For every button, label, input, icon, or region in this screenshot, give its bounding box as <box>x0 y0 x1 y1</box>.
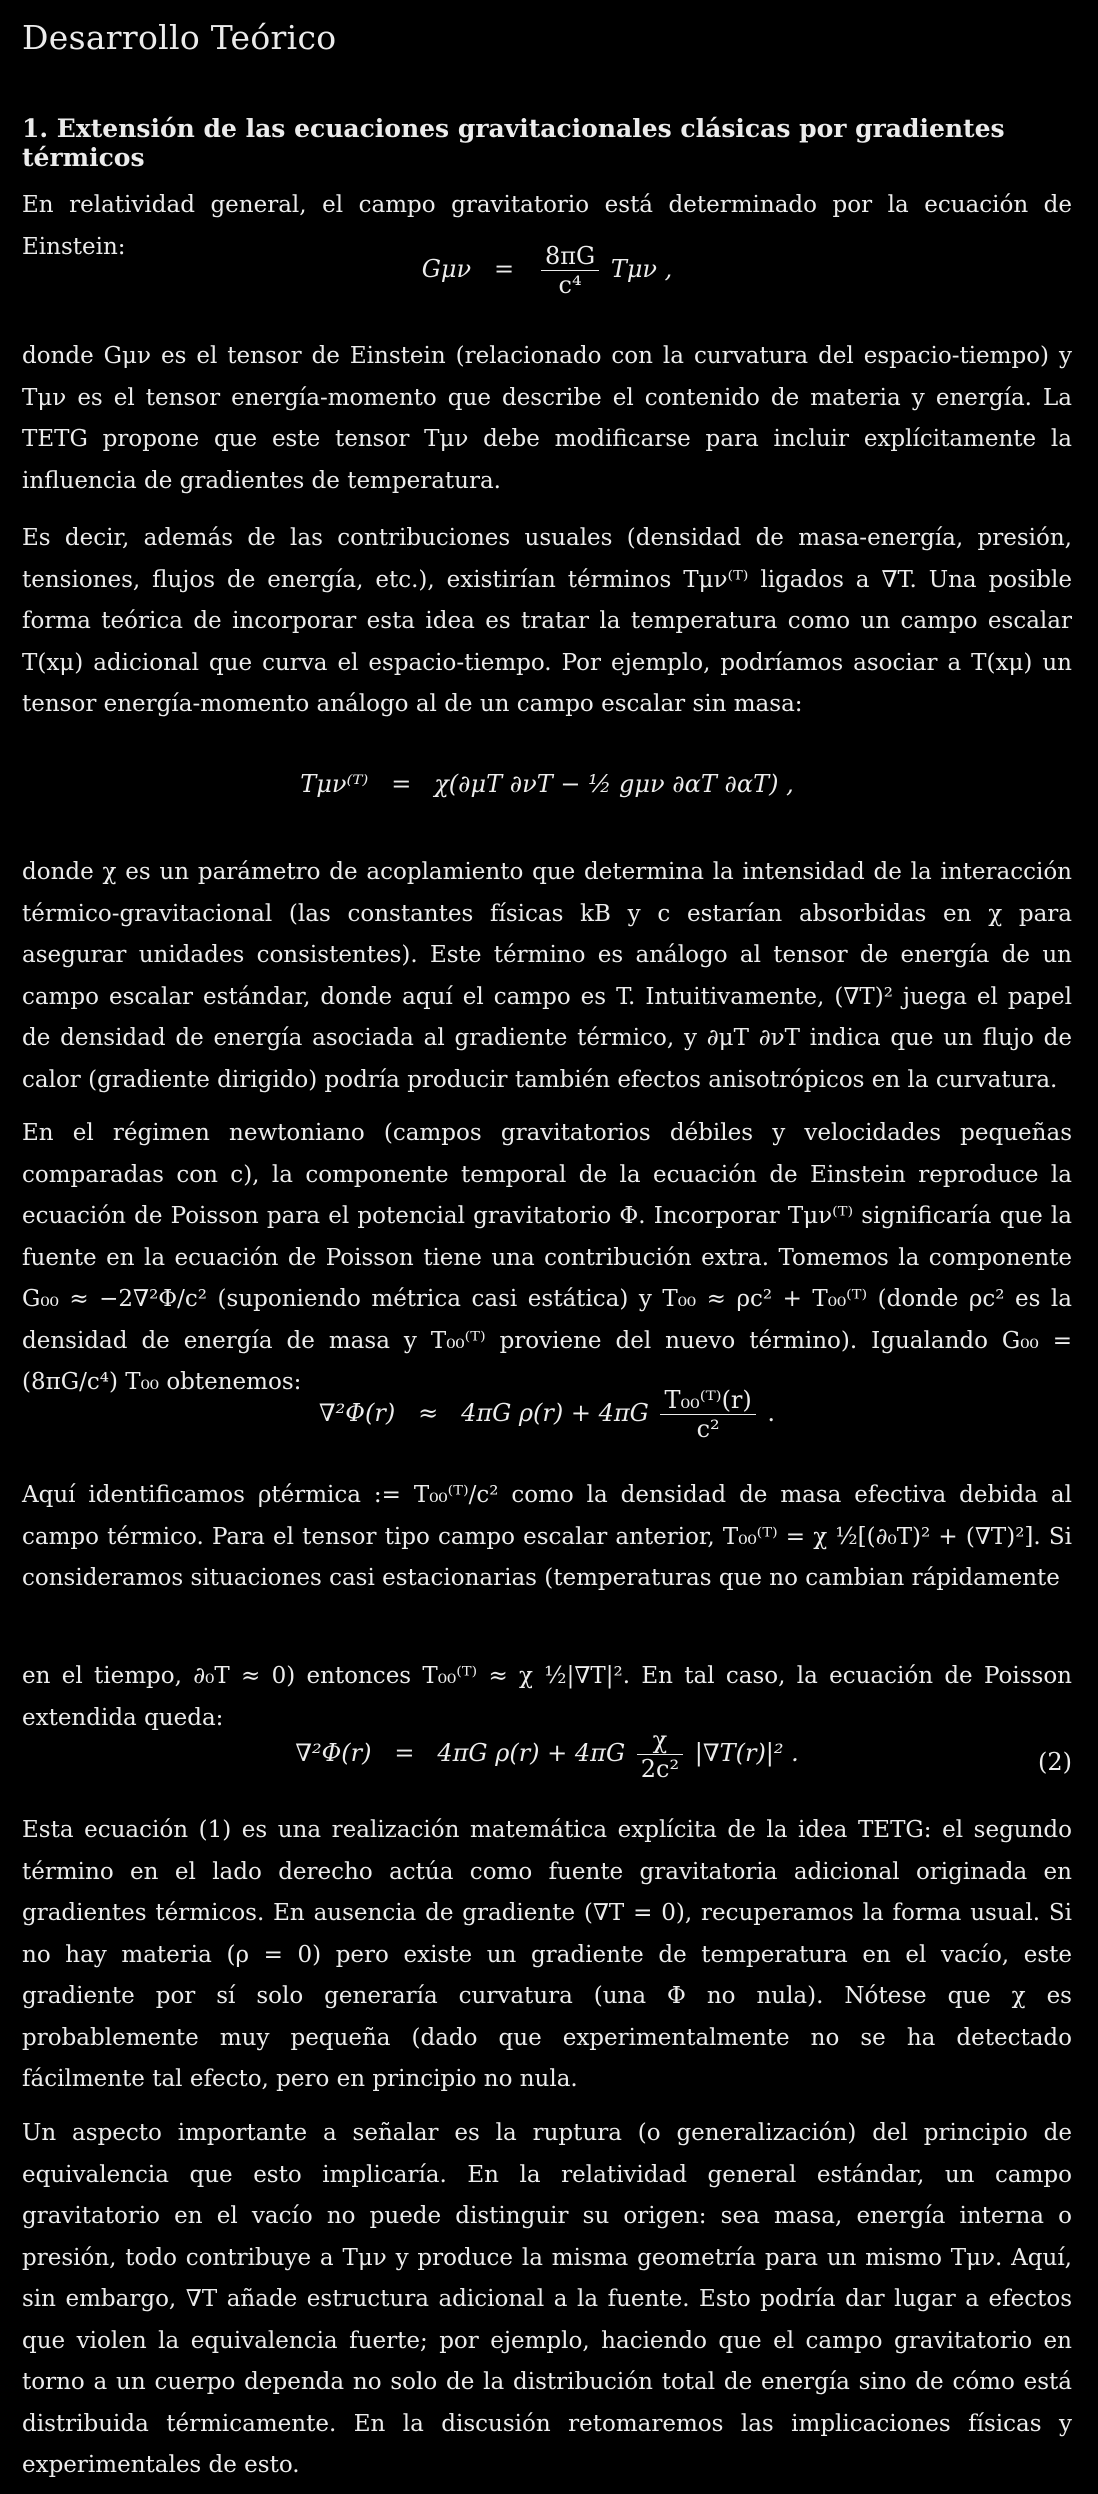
eq-equals: = <box>493 255 515 283</box>
equation-thermal-tensor <box>22 770 1072 798</box>
equation-number: (2) <box>1038 1748 1072 1776</box>
eq-numerator: χ <box>637 1726 683 1755</box>
eq-rhs: Tμν , <box>610 255 673 283</box>
page-title: Desarrollo Teórico <box>22 18 337 57</box>
paragraph-effective-density: Aquí identificamos ρtérmica := T₀₀⁽ᵀ⁾/c² como la densidad de masa efectiva debida al campo térmico. Para el tensor tipo campo escalar anterior, T₀₀⁽ᵀ⁾ = χ ½[(∂₀T)² + (∇T)²]. Si consideramos situaciones casi estacionarias (temperaturas que no cambian rápidamente <box>22 1482 1072 1591</box>
paragraph-newtonian: En el régimen newtoniano (campos gravitatorios débiles y velocidades pequeñas comparadas con c), la componente temporal de la ecuación de Einstein reproduce la ecuación de Poisson para el potencial gravitatorio Φ. Incorporar Tμν⁽ᵀ⁾ significaría que la fuente en la ecuación de Poisson tiene una contribución extra. Tomemos la componente G₀₀ ≈ −2∇²Φ/c² (suponiendo métrica casi estática) y T₀₀ ≈ ρc² + T₀₀⁽ᵀ⁾ (donde ρc² es la densidad de energía de masa y T₀₀⁽ᵀ⁾ proviene del nuevo término). Igualando G₀₀ = (8πG/c⁴) T₀₀ obtenemos: <box>22 1120 1072 1395</box>
eq-equals: = <box>394 1739 415 1767</box>
equation-poisson-1 <box>22 1386 1072 1443</box>
eq-denominator: c⁴ <box>558 271 582 299</box>
equation-poisson-2 <box>22 1726 1072 1783</box>
eq-term: 4πG ρ(r) + 4πG <box>437 1739 626 1767</box>
eq-approx: ≈ <box>418 1399 439 1427</box>
equation-einstein <box>22 242 1072 299</box>
paragraph-intro: En relatividad general, el campo gravitatorio está determinado por la ecuación de Einstein: <box>22 192 1072 260</box>
eq-fraction <box>637 1726 683 1783</box>
eq-term: 4πG ρ(r) + 4πG <box>461 1399 649 1427</box>
eq-equals: = <box>391 770 412 798</box>
paragraph-equivalence-principle: Un aspecto importante a señalar es la ruptura (o generalización) del principio de equivalencia que esto implicaría. En la relatividad general estándar, un campo gravitatorio en el vacío no puede distinguir su origen: sea masa, energía interna o presión, todo contribuye a Tμν y produce la misma geometría para un mismo Tμν. Aquí, sin embargo, ∇T añade estructura adicional a la fuente. Esto podría dar lugar a efectos que violen la equivalencia fuerte; por ejemplo, haciendo que el campo gravitatorio en torno a un cuerpo dependa no solo de la distribución total de energía sino de cómo está distribuida térmicamente. En la discusión retomaremos las implicaciones físicas y experimentales de esto. <box>22 2120 1072 2478</box>
eq-lhs: Gμν <box>421 255 472 283</box>
eq-numerator: 8πG <box>541 242 599 271</box>
eq-rest: |∇T(r)|² . <box>694 1739 799 1767</box>
eq-fraction <box>660 1386 755 1443</box>
eq-fraction <box>541 242 599 299</box>
eq-lhs: ∇²Φ(r) <box>318 1399 396 1427</box>
paragraph-scalar-field: Es decir, además de las contribuciones usuales (densidad de masa-energía, presión, tensiones, flujos de energía, etc.), existirían términos Tμν⁽ᵀ⁾ ligados a ∇T. Una posible forma teórica de incorporar esta idea es tratar la temperatura como un campo escalar T(xμ) adicional que curva el espacio-tiempo. Por ejemplo, podríamos asociar a T(xμ) un tensor energía-momento análogo al de un campo escalar sin masa: <box>22 525 1072 717</box>
paragraph-stationary: en el tiempo, ∂₀T ≈ 0) entonces T₀₀⁽ᵀ⁾ ≈ χ ½|∇T|². En tal caso, la ecuación de Poisson extendida queda: <box>22 1663 1072 1731</box>
eq-lhs: ∇²Φ(r) <box>295 1739 372 1767</box>
eq-denominator: 2c² <box>640 1755 680 1783</box>
eq-numerator: T₀₀⁽ᵀ⁾(r) <box>660 1386 755 1415</box>
eq-body: χ(∂μT ∂νT − ½ gμν ∂αT ∂αT) , <box>434 770 794 798</box>
eq-period: . <box>767 1399 776 1427</box>
eq-lhs: Tμν⁽ᵀ⁾ <box>300 770 369 798</box>
section-heading: 1. Extensión de las ecuaciones gravitacionales clásicas por gradientes térmicos <box>22 114 1005 172</box>
eq-denominator: c² <box>696 1415 720 1443</box>
paragraph-tetg-realization: Esta ecuación (1) es una realización matemática explícita de la idea TETG: el segundo término en el lado derecho actúa como fuente gravitatoria adicional originada en gradientes térmicos. En ausencia de gradiente (∇T = 0), recuperamos la forma usual. Si no hay materia (ρ = 0) pero existe un gradiente de temperatura en el vacío, este gradiente por sí solo generaría curvatura (una Φ no nula). Nótese que χ es probablemente muy pequeña (dado que experimentalmente no se ha detectado fácilmente tal efecto, pero en principio no nula. <box>22 1817 1072 2092</box>
paragraph-coupling: donde χ es un parámetro de acoplamiento que determina la intensidad de la interacción térmico-gravitacional (las constantes físicas kB y c estarían absorbidas en χ para asegurar unidades consistentes). Este término es análogo al tensor de energía de un campo escalar estándar, donde aquí el campo es T. Intuitivamente, (∇T)² juega el papel de densidad de energía asociada al gradiente térmico, y ∂μT ∂νT indica que un flujo de calor (gradiente dirigido) podría producir también efectos anisotrópicos en la curvatura. <box>22 859 1072 1093</box>
paragraph-einstein-tensor: donde Gμν es el tensor de Einstein (relacionado con la curvatura del espacio-tiempo) y Tμν es el tensor energía-momento que describe el contenido de materia y energía. La TETG propone que este tensor Tμν debe modificarse para incluir explícitamente la influencia de gradientes de temperatura. <box>22 343 1072 494</box>
